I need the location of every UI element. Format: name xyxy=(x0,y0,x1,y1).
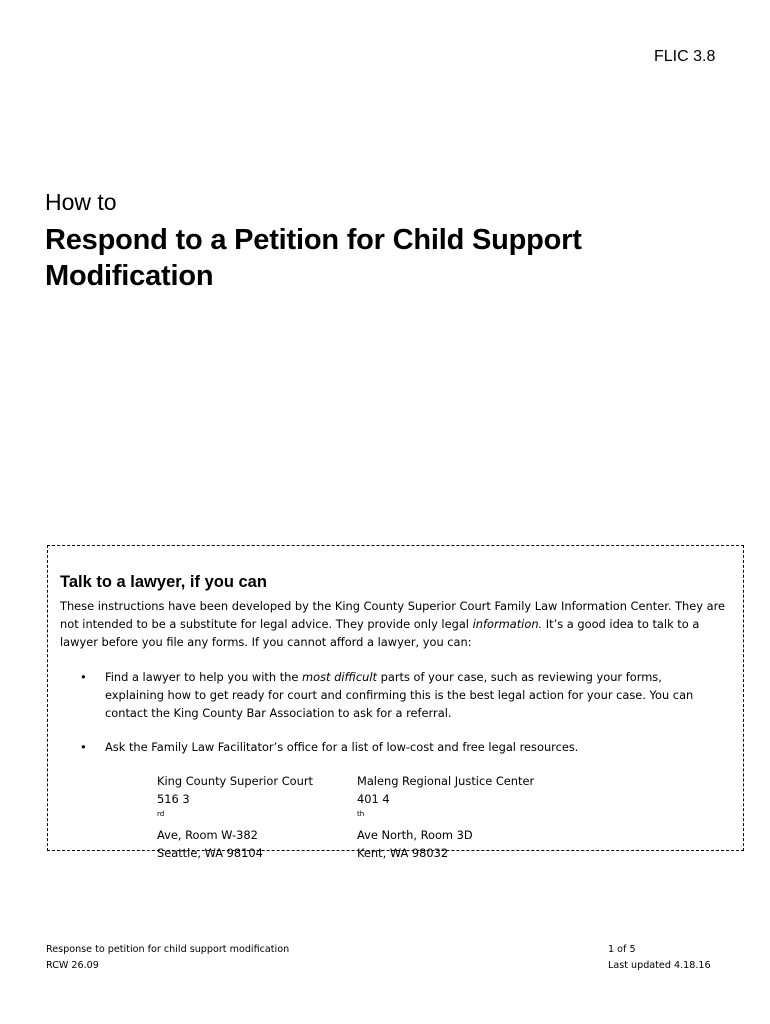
title-prefix: How to xyxy=(45,189,117,215)
address-street xyxy=(357,790,534,844)
address-city: Kent, WA 98032 xyxy=(357,846,449,860)
bullet-icon: • xyxy=(80,670,87,684)
address-street xyxy=(157,790,313,844)
bullet-icon: • xyxy=(80,740,87,754)
notice-heading: Talk to a lawyer, if you can xyxy=(60,573,267,591)
address-name: Maleng Regional Justice Center xyxy=(357,774,535,788)
ordinal-suffix: rd xyxy=(157,810,165,819)
form-code: FLIC 3.8 xyxy=(654,48,716,65)
page-title: Respond to a Petition for Child Support Modification xyxy=(45,224,582,292)
address-king-county xyxy=(157,772,313,862)
lawyer-notice-box xyxy=(47,545,744,860)
bullet-item xyxy=(80,738,718,756)
street-rest: Ave North, Room 3D xyxy=(357,828,473,842)
address-city: Seattle, WA 98104 xyxy=(157,846,263,860)
last-updated: Last updated 4.18.16 xyxy=(608,960,711,971)
bullet-item xyxy=(80,668,718,722)
footer-statute: RCW 26.09 xyxy=(46,960,99,971)
bullet-text-part-1: Find a lawyer to help you with the xyxy=(105,670,303,684)
ordinal-suffix: th xyxy=(357,810,365,819)
notice-intro-part-2: It’s a good idea to talk to a lawyer before you file any forms. If you cannot afford a lawyer, you can: xyxy=(60,617,700,649)
street-rest: Ave, Room W-382 xyxy=(157,828,258,842)
bullet-text: Ask the Family Law Facilitator’s office for a list of low-cost and free legal resources. xyxy=(105,740,579,754)
notice-intro xyxy=(60,597,732,651)
bullet-text-emphasis: most difficult xyxy=(302,670,378,684)
page-number: 1 of 5 xyxy=(608,944,636,955)
bullet-text xyxy=(80,668,718,722)
address-name: King County Superior Court xyxy=(157,774,313,788)
footer-document-title: Response to petition for child support modification xyxy=(46,944,290,955)
bullet-text-part-2: parts of your case, such as reviewing your forms, explaining how to get ready for court and confirming this is the best legal action for your case. You can contact the King County Bar Association to ask for a referral. xyxy=(105,670,694,720)
footer-right xyxy=(608,942,711,974)
address-maleng xyxy=(357,772,534,862)
footer-left xyxy=(46,942,289,974)
street-number: 401 4 xyxy=(357,792,390,806)
notice-intro-part-1: These instructions have been developed by the King County Superior Court Family Law Information Center. They are not intended to be a substitute for legal advice. They provide only legal xyxy=(60,599,726,631)
notice-intro-emphasis: information. xyxy=(472,617,543,631)
street-number: 516 3 xyxy=(157,792,190,806)
